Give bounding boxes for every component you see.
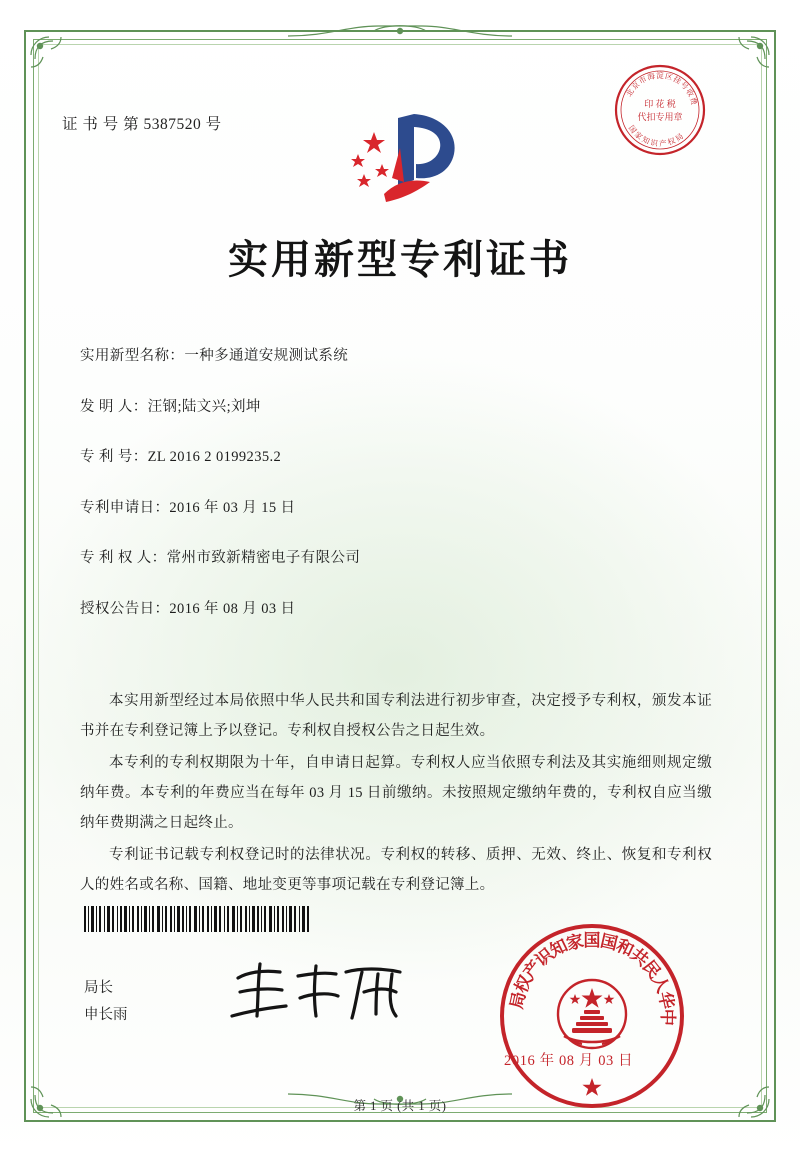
edge-ornament-icon [288, 22, 512, 42]
field-label: 专利申请日： [80, 499, 170, 516]
corner-ornament-icon [727, 33, 773, 79]
field-label: 授权公告日： [80, 600, 170, 617]
svg-text:号: 号 [678, 79, 691, 92]
paragraph-1: 本实用新型经过本局依照中华人民共和国专利法进行初步审查，决定授予专利权，颁发本证书并在专利登记簿上予以登记。专利权自授权公告之日起生效。 [80, 693, 712, 739]
field-value: 2016 年 08 月 03 日 [169, 600, 296, 617]
svg-text:印 花 税: 印 花 税 [644, 99, 676, 109]
paragraph-2: 本专利的专利权期限为十年，自申请日起算。专利权人应当依照专利法及其实施细则规定缴纳年费。本专利的年费应当在每年 03 月 15 日前缴纳。未按照规定缴纳年费的，专利权自应当缴纳年费期满之日起终止。 [80, 755, 712, 831]
field-value: 一种多通道安规测试系统 [184, 348, 349, 364]
svg-text:权: 权 [511, 972, 536, 996]
svg-text:代扣专用章: 代扣专用章 [637, 112, 683, 122]
seal-date: 2016 年 08 月 03 日 [504, 1053, 634, 1069]
page-footer: 第 1 页 (共 1 页) [353, 1099, 447, 1113]
svg-text:费: 费 [688, 96, 699, 106]
director-name-label: 申长雨 [84, 1007, 128, 1023]
field-application-date [80, 496, 720, 517]
handwritten-signature [224, 958, 424, 1024]
svg-text:民: 民 [638, 956, 665, 983]
svg-text:市: 市 [637, 74, 649, 86]
field-value: 汪钢;陆文兴;刘坤 [147, 398, 261, 415]
svg-text:国: 国 [626, 123, 639, 135]
svg-text:局: 局 [507, 990, 530, 1011]
svg-text:识: 识 [531, 944, 558, 971]
svg-text:和: 和 [613, 935, 637, 961]
field-label: 发 明 人： [80, 398, 148, 415]
field-value: 常州市致新精密电子有限公司 [166, 550, 361, 566]
svg-text:区: 区 [664, 71, 674, 82]
field-value: 2016 年 03 月 15 日 [169, 499, 296, 516]
svg-text:知: 知 [547, 935, 571, 961]
cnipa-logo-icon [338, 108, 470, 212]
svg-text:共: 共 [626, 944, 653, 971]
corner-ornament-icon [27, 33, 73, 79]
svg-text:产: 产 [658, 138, 668, 149]
registration-seal-stamp [612, 62, 708, 158]
page-title: 实用新型专利证书 [228, 237, 572, 282]
certificate-number: 证 书 号 第 5387520 号 [62, 116, 222, 133]
svg-text:产: 产 [519, 956, 546, 983]
svg-text:挂: 挂 [671, 74, 683, 86]
national-seal-stamp [494, 918, 690, 1114]
svg-text:收: 收 [684, 87, 696, 99]
svg-text:京: 京 [629, 79, 642, 92]
svg-text:华: 华 [654, 990, 677, 1011]
paragraph-3: 专利证书记载专利权登记时的法律状况。专利权的转移、质押、无效、终止、恢复和专利权人的姓名或名称、国籍、地址变更等事项记载在专利登记簿上。 [80, 847, 712, 893]
svg-text:淀: 淀 [656, 71, 664, 80]
field-list [80, 344, 720, 647]
body-text [80, 686, 712, 902]
svg-text:人: 人 [648, 972, 673, 996]
svg-text:北: 北 [624, 87, 636, 99]
svg-text:海: 海 [646, 71, 656, 82]
field-invention-name [80, 344, 720, 365]
field-label: 实用新型名称： [80, 348, 185, 364]
patent-barcode [84, 906, 309, 932]
field-announcement-date [80, 597, 720, 618]
svg-text:中: 中 [657, 1008, 678, 1026]
svg-text:家: 家 [564, 931, 586, 954]
svg-text:知: 知 [640, 134, 652, 147]
signature-block [84, 975, 128, 1029]
field-inventor [80, 395, 720, 416]
svg-text:局: 局 [673, 131, 685, 144]
field-label: 专 利 号： [80, 449, 148, 465]
svg-text:识: 识 [649, 137, 659, 149]
svg-text:家: 家 [632, 129, 645, 142]
svg-text:国: 国 [583, 931, 601, 950]
svg-text:权: 权 [666, 135, 677, 147]
svg-text:国: 国 [598, 931, 620, 954]
field-patentee [80, 546, 720, 567]
field-patent-number [80, 445, 720, 466]
director-title-label: 局长 [84, 980, 113, 996]
field-value: ZL 2016 2 0199235.2 [147, 449, 282, 465]
field-label: 专 利 权 人： [80, 550, 167, 566]
